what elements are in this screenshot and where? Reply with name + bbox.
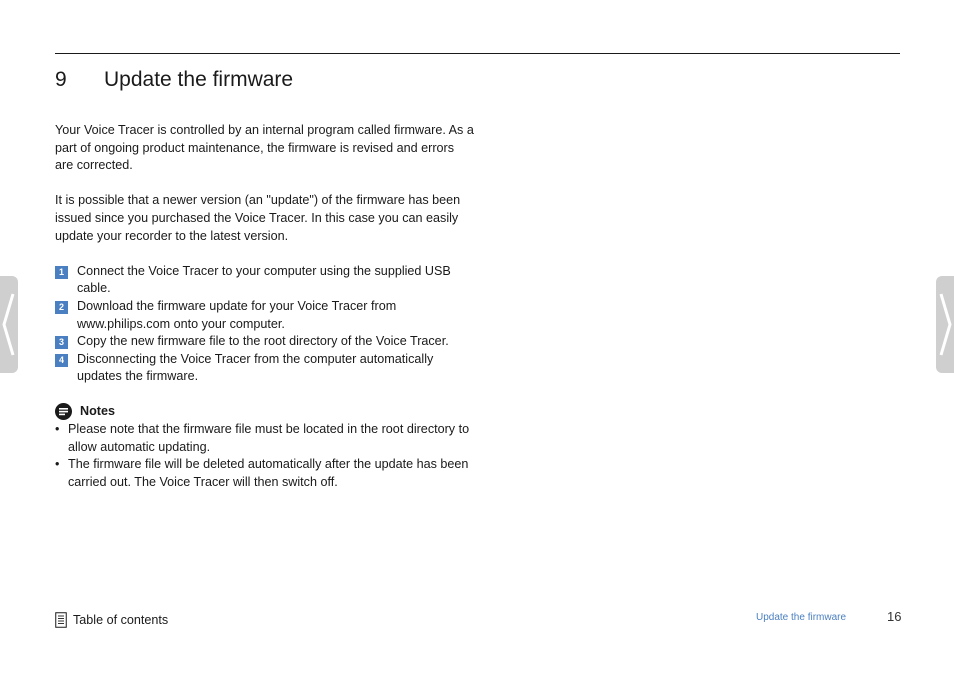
footer-section-link[interactable]: Update the firmware — [756, 612, 847, 623]
note-bullet: • — [55, 457, 60, 472]
previous-page-button[interactable] — [0, 276, 18, 373]
next-page-button[interactable] — [936, 276, 954, 373]
step-item — [55, 333, 475, 351]
step-number-badge: 3 — [55, 336, 68, 349]
step-item — [55, 298, 475, 333]
table-of-contents-link[interactable] — [55, 612, 168, 628]
chapter-title: Update the firmware — [104, 68, 294, 91]
steps-list — [55, 263, 475, 386]
step-number-badge: 2 — [55, 301, 68, 314]
step-text: Download the firmware update for your Voice Tracer from www.philips.com onto your computer. — [77, 298, 397, 331]
step-item — [55, 263, 475, 298]
notes-title: Notes — [80, 404, 115, 419]
notes-header — [55, 403, 475, 421]
chapter-number: 9 — [55, 68, 67, 91]
main-content — [55, 122, 475, 491]
note-item — [55, 421, 475, 456]
step-text: Connect the Voice Tracer to your computer using the supplied USB cable. — [77, 263, 451, 296]
intro-paragraph-2: It is possible that a newer version (an "update") of the firmware has been issued since you purchased the Voice Tracer. In this case you can easily update your recorder to the latest version. — [55, 193, 461, 243]
chevron-left-icon — [0, 276, 18, 373]
table-of-contents-label: Table of contents — [73, 613, 169, 627]
page-number: 16 — [887, 609, 902, 624]
header-rule — [55, 53, 900, 54]
note-item — [55, 456, 475, 491]
step-number-badge: 1 — [55, 266, 68, 279]
note-text: The firmware file will be deleted automatically after the update has been carried out. The Voice Tracer will then switch off. — [68, 457, 469, 489]
note-text: Please note that the firmware file must be located in the root directory to allow automatic updating. — [68, 421, 470, 454]
step-item — [55, 351, 475, 386]
step-number-badge: 4 — [55, 354, 68, 367]
step-text: Copy the new firmware file to the root directory of the Voice Tracer. — [77, 334, 449, 349]
notes-list — [55, 421, 475, 491]
note-bullet: • — [55, 421, 60, 436]
step-text: Disconnecting the Voice Tracer from the computer automatically updates the firmware. — [77, 351, 434, 384]
document-icon — [55, 612, 67, 628]
note-icon — [55, 403, 72, 420]
intro-paragraph-1: Your Voice Tracer is controlled by an internal program called firmware. As a part of ongoing product maintenance, the firmware is revised and errors are corrected. — [55, 123, 474, 173]
chevron-right-icon — [936, 276, 954, 373]
